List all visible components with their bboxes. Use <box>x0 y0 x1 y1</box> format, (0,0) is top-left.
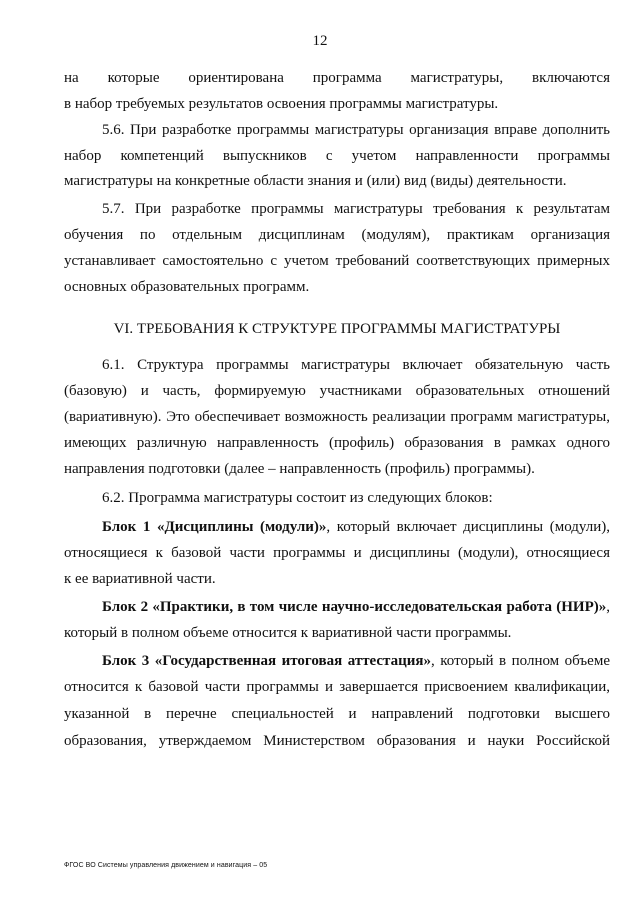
text-line: который в полном объеме относится к вариативной части программы. <box>64 625 512 641</box>
text-line: 6.1. Структура программы магистратуры включает обязательную часть <box>102 357 610 373</box>
text-line: обучения по отдельным дисциплинам (модулям), практикам организация <box>64 227 610 243</box>
text-line: (вариативную). Это обеспечивает возможность реализации программ магистратуры, <box>64 409 610 425</box>
block3-title: Блок 3 «Государственная итоговая аттестация» <box>102 653 432 669</box>
block2-title: Блок 2 «Практики, в том числе научно-исследовательская работа (НИР)» <box>102 599 607 615</box>
text-line: набор компетенций выпускников с учетом направленности программы <box>64 148 610 164</box>
page-footer: ФГОС ВО Системы управления движением и навигация – 05 <box>64 862 268 869</box>
page-number: 12 <box>312 33 328 49</box>
text-line: основных образовательных программ. <box>64 279 310 295</box>
text-line: относящиеся к базовой части программы и дисциплины (модули), относящиеся <box>64 545 610 561</box>
block1-text: , который включает дисциплины (модули), <box>326 519 610 535</box>
block3-line <box>102 652 610 670</box>
text-line: образования, утверждаемом Министерством образования и науки Российской <box>64 733 610 749</box>
text-line: в набор требуемых результатов освоения программы магистратуры. <box>64 96 499 112</box>
text-line: относится к базовой части программы и завершается присвоением квалификации, <box>64 679 610 695</box>
text-line: 5.6. При разработке программы магистратуры организация вправе дополнить <box>102 122 610 138</box>
text-line: указанной в перечне специальностей и направлений подготовки высшего <box>64 706 610 722</box>
text-line: 5.7. При разработке программы магистратуры требования к результатам <box>102 201 610 217</box>
text-line: направления подготовки (далее – направленность (профиль) программы). <box>64 461 535 477</box>
section-heading: VI. ТРЕБОВАНИЯ К СТРУКТУРЕ ПРОГРАММЫ МАГИСТРАТУРЫ <box>113 321 561 337</box>
block1-title: Блок 1 «Дисциплины (модули)» <box>102 519 327 535</box>
text-line: 6.2. Программа магистратуры состоит из следующих блоков: <box>102 490 493 506</box>
block2-line <box>102 598 610 616</box>
block2-text: , <box>606 599 610 615</box>
text-line: на которые ориентирована программа магистратуры, включаются <box>64 70 610 86</box>
block3-text: , который в полном объеме <box>431 653 610 669</box>
text-line: имеющих различную направленность (профиль) образования в рамках одного <box>64 435 610 451</box>
block1-line <box>102 518 610 536</box>
text-line: магистратуры на конкретные области знания и (или) вид (виды) деятельности. <box>64 173 567 189</box>
text-line: к ее вариативной части. <box>64 571 216 587</box>
text-line: устанавливает самостоятельно с учетом требований соответствующих примерных <box>64 253 610 269</box>
text-line: (базовую) и часть, формируемую участниками образовательных отношений <box>64 383 610 399</box>
